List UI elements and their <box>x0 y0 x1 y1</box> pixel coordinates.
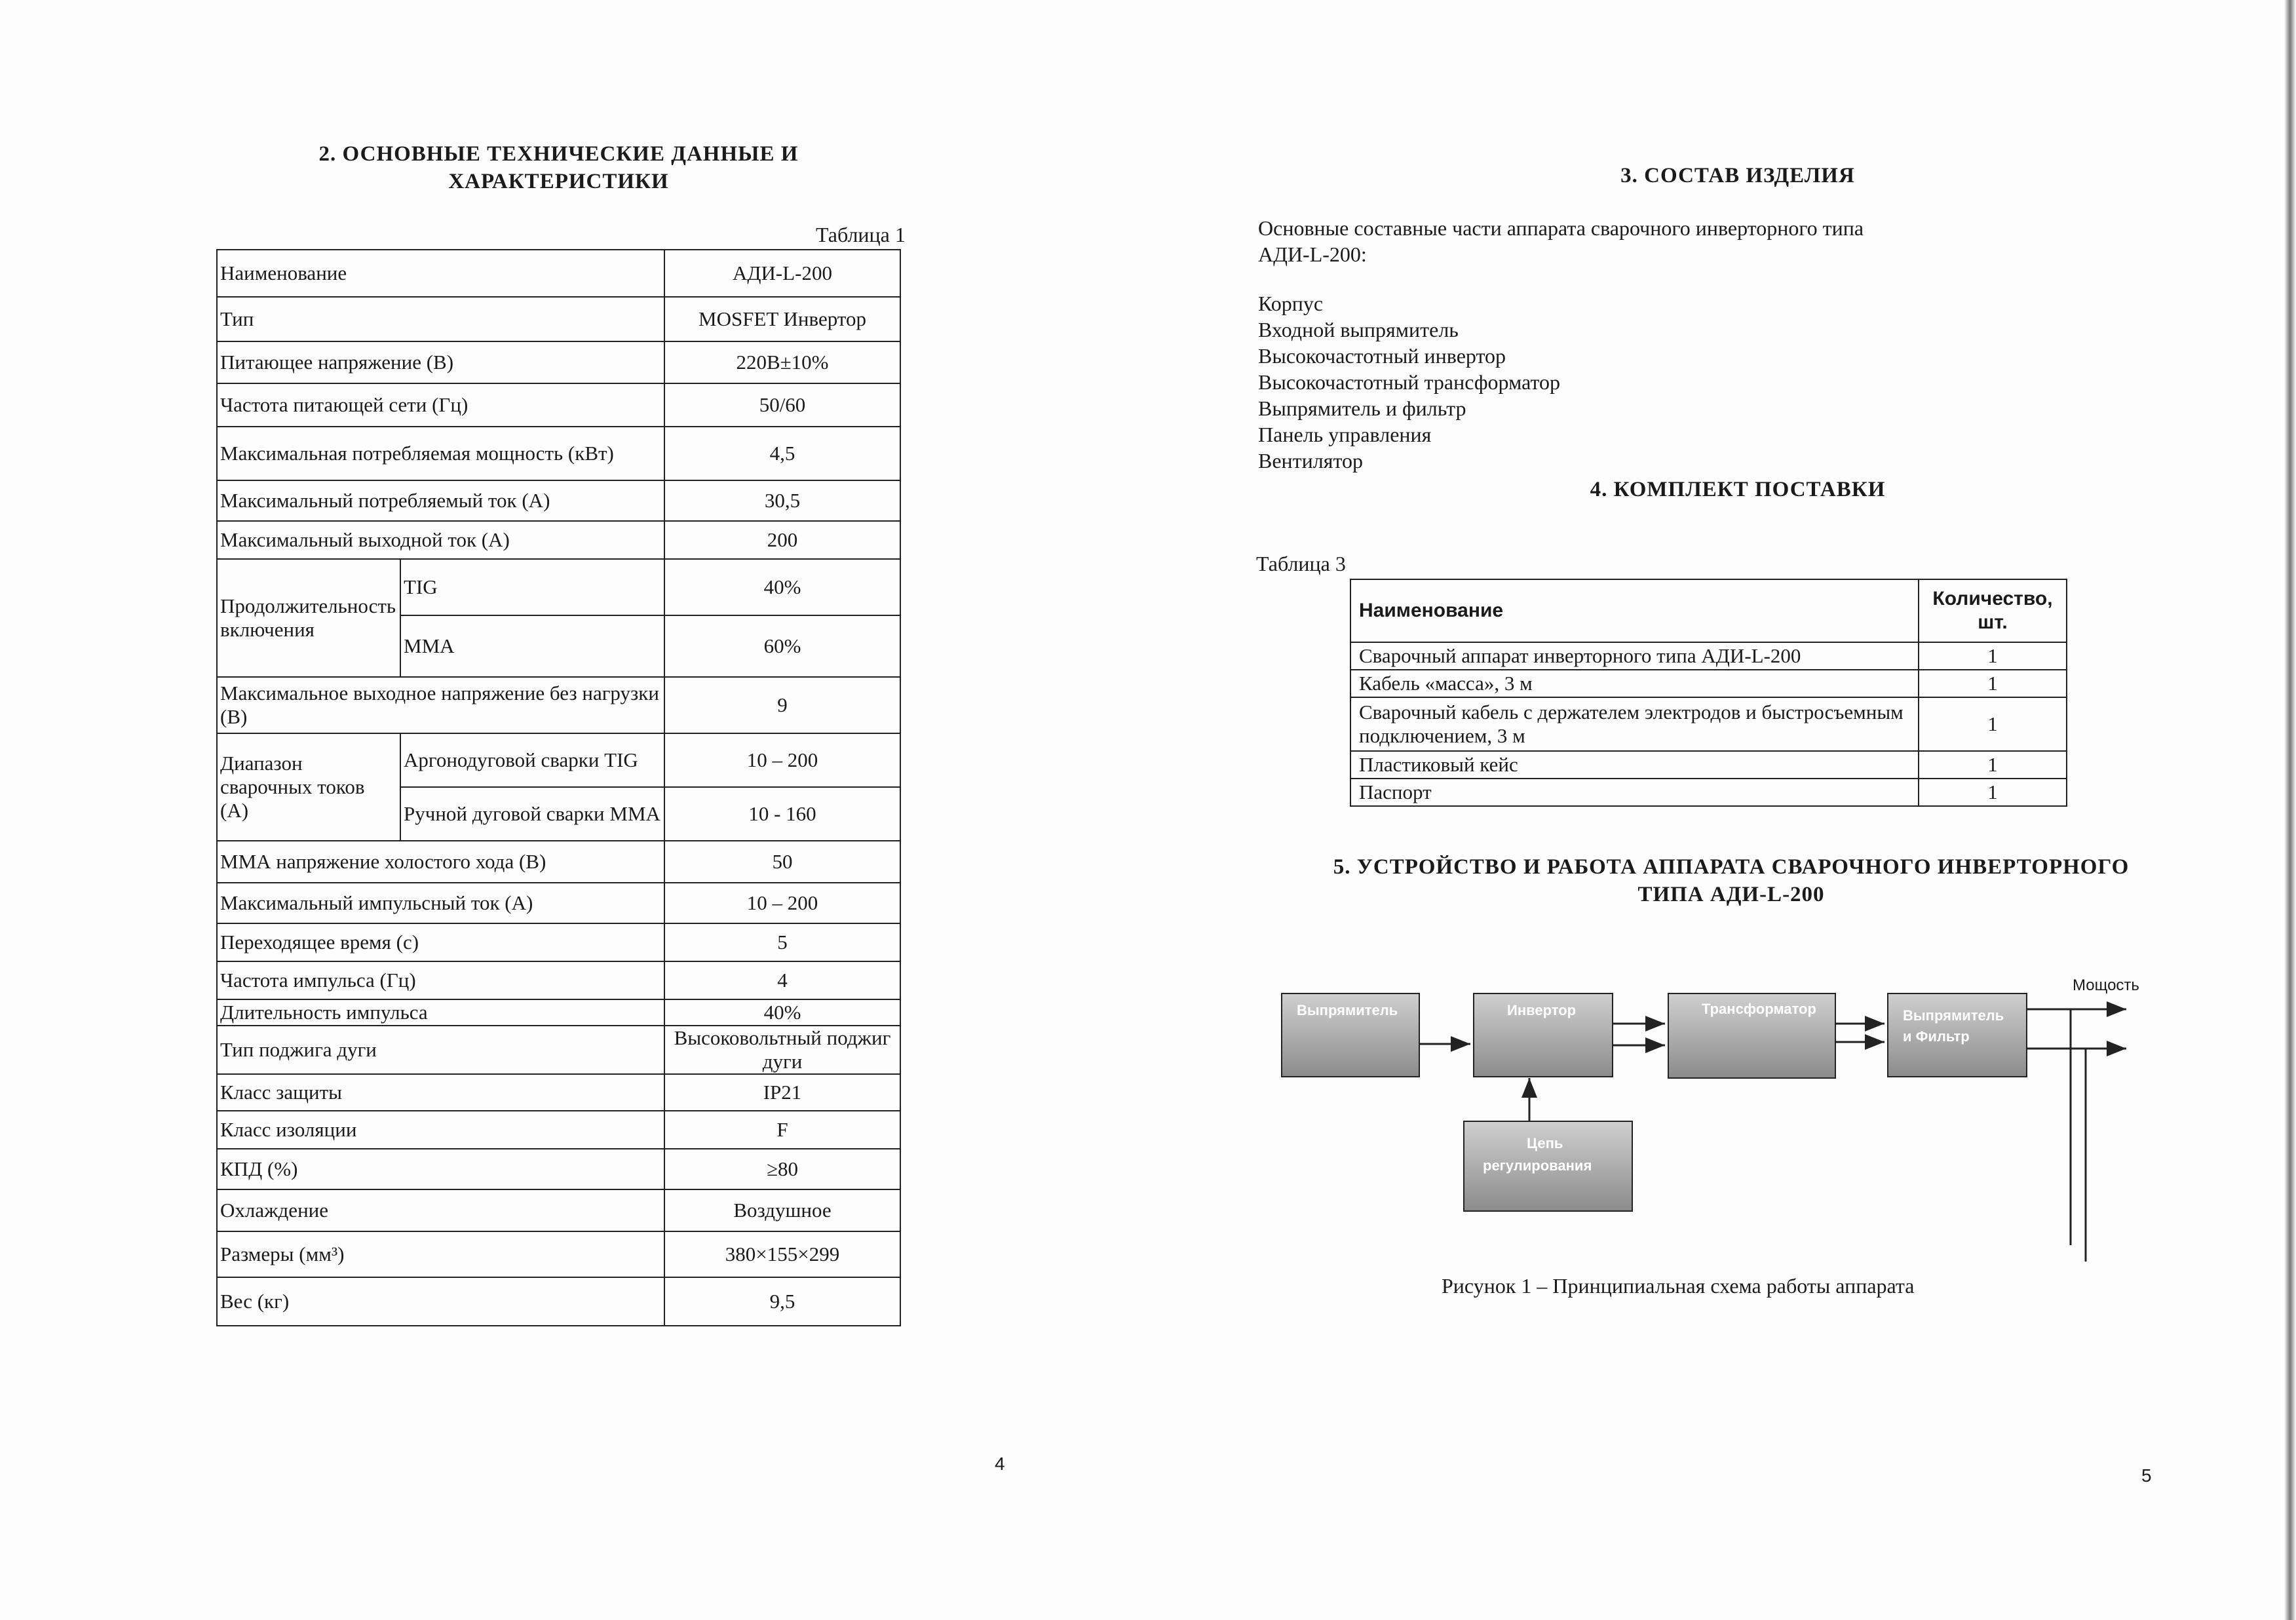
cell-value: 9 <box>664 677 900 733</box>
cell-value: 50 <box>664 841 900 883</box>
list-item: Вентилятор <box>1258 449 1364 473</box>
table-row <box>217 1231 900 1277</box>
section-title-specs <box>216 140 901 195</box>
kit-item-name: Пластиковый кейс <box>1350 751 1919 779</box>
list-item: Высокочастотный инвертор <box>1258 344 1506 368</box>
composition-intro-line2: АДИ-L-200: <box>1258 242 1367 266</box>
table-row <box>217 1277 900 1326</box>
cell-value: 220В±10% <box>664 341 900 383</box>
kit-item-qty: 1 <box>1919 697 2067 751</box>
composition-intro-line1: Основные составные части аппарата сварочного инверторного типа <box>1258 216 1864 240</box>
kit-item-name: Сварочный кабель с держателем электродов и быстросъемным подключением, 3 м <box>1350 697 1919 751</box>
cell-label: Длительность импульса <box>217 999 664 1026</box>
list-item: Панель управления <box>1258 423 1432 446</box>
list-item: Входной выпрямитель <box>1258 318 1459 341</box>
section-title-composition: 3. СОСТАВ ИЗДЕЛИЯ <box>1620 164 1855 187</box>
control-circuit-block <box>1463 1121 1633 1212</box>
cell-value: Воздушное <box>664 1189 900 1231</box>
table-row <box>217 961 900 999</box>
table-row <box>217 1149 900 1189</box>
cell-value: 40% <box>664 999 900 1026</box>
cell-value: IP21 <box>664 1074 900 1111</box>
cell-label: Максимальный импульсный ток (А) <box>217 883 664 923</box>
table-row <box>217 1189 900 1231</box>
inverter-label: Инвертор <box>1507 1002 1577 1018</box>
table-row <box>217 297 900 341</box>
cell-label: Максимальный выходной ток (А) <box>217 521 664 559</box>
table-row <box>1350 697 2067 751</box>
kit-item-name: Кабель «масса», 3 м <box>1350 670 1919 697</box>
control-label-line1: Цепь <box>1527 1135 1563 1151</box>
kit-item-qty: 1 <box>1919 751 2067 779</box>
rectifier-label: Выпрямитель <box>1297 1002 1398 1018</box>
table-row <box>1350 751 2067 779</box>
rectifier-filter-block <box>1887 993 2027 1077</box>
kit-item-name: Паспорт <box>1350 779 1919 806</box>
cell-sublabel: TIG <box>400 559 664 615</box>
section-title-line1: 2. ОСНОВНЫЕ ТЕХНИЧЕСКИЕ ДАННЫЕ И <box>318 142 799 166</box>
binding-edge <box>2284 0 2296 1620</box>
cell-sublabel: MMA <box>400 615 664 677</box>
table-row <box>217 559 900 615</box>
transformer-label: Трансформатор <box>1702 1001 1816 1017</box>
cell-value: 380×155×299 <box>664 1231 900 1277</box>
kit-item-qty: 1 <box>1919 779 2067 806</box>
section-title-device-line2: ТИПА АДИ-L-200 <box>1637 883 1825 906</box>
cell-label: Частота импульса (Гц) <box>217 961 664 999</box>
cell-value: 10 – 200 <box>664 883 900 923</box>
kit-header-qty: Количество, шт. <box>1919 579 2067 642</box>
table-row <box>217 1074 900 1111</box>
table-row <box>217 677 900 733</box>
cell-value: 4,5 <box>664 427 900 480</box>
kit-item-qty: 1 <box>1919 642 2067 670</box>
section-title-line2: ХАРАКТЕРИСТИКИ <box>448 170 669 193</box>
kit-table <box>1350 579 2067 807</box>
cell-value: 4 <box>664 961 900 999</box>
kit-item-name: Сварочный аппарат инверторного типа АДИ-L-200 <box>1350 642 1919 670</box>
cell-label: Класс защиты <box>217 1074 664 1111</box>
spec-table <box>216 249 901 1326</box>
table-row <box>1350 670 2067 697</box>
kit-table-caption: Таблица 3 <box>1256 552 1346 575</box>
table-row <box>217 733 900 787</box>
cell-label: Максимальное выходное напряжение без нагрузки (В) <box>217 677 664 733</box>
table-row <box>217 1111 900 1149</box>
cell-value: 50/60 <box>664 383 900 427</box>
cell-label: КПД (%) <box>217 1149 664 1189</box>
cell-label: Охлаждение <box>217 1189 664 1231</box>
figure-caption: Рисунок 1 – Принципиальная схема работы аппарата <box>1442 1274 1915 1298</box>
table-caption: Таблица 1 <box>816 223 906 246</box>
rectifier-filter-label-line1: Выпрямитель <box>1903 1007 2004 1024</box>
section-title-kit: 4. КОМПЛЕКТ ПОСТАВКИ <box>1590 478 1886 501</box>
page-number: 4 <box>995 1454 1005 1474</box>
cell-value: Высоковольтный поджиг дуги <box>664 1026 900 1074</box>
page-number: 5 <box>2141 1465 2152 1486</box>
table-row <box>217 999 900 1026</box>
composition-list <box>1258 290 1560 474</box>
cell-value: 40% <box>664 559 900 615</box>
list-item: Корпус <box>1258 292 1324 315</box>
cell-label: Вес (кг) <box>217 1277 664 1326</box>
kit-item-qty: 1 <box>1919 670 2067 697</box>
cell-label: Максимальная потребляемая мощность (кВт) <box>217 427 664 480</box>
table-row <box>217 250 900 297</box>
cell-label: ММА напряжение холостого хода (В) <box>217 841 664 883</box>
table-row <box>1350 779 2067 806</box>
cell-label: Частота питающей сети (Гц) <box>217 383 664 427</box>
cell-value: 30,5 <box>664 480 900 521</box>
cell-sublabel: Аргонодуговой сварки TIG <box>400 733 664 787</box>
cell-value: 200 <box>664 521 900 559</box>
section-title-device <box>1259 853 2203 908</box>
table-row <box>217 883 900 923</box>
rectifier-block <box>1281 993 1420 1077</box>
cell-value: 5 <box>664 923 900 961</box>
cell-value: F <box>664 1111 900 1149</box>
cell-value: ≥80 <box>664 1149 900 1189</box>
kit-header-name: Наименование <box>1350 579 1919 642</box>
cell-label: Тип <box>217 297 664 341</box>
transformer-block <box>1668 993 1836 1079</box>
control-label-line2: регулирования <box>1483 1157 1592 1174</box>
cell-label: Размеры (мм³) <box>217 1231 664 1277</box>
cell-label: Класс изоляции <box>217 1111 664 1149</box>
table-row <box>217 480 900 521</box>
section-title-device-line1: 5. УСТРОЙСТВО И РАБОТА АППАРАТА СВАРОЧНОГО ИНВЕРТОРНОГО <box>1333 855 2130 879</box>
rectifier-filter-label-line2: и Фильтр <box>1903 1028 1970 1045</box>
table-row <box>217 923 900 961</box>
table-row <box>217 341 900 383</box>
composition-intro <box>1258 215 1864 267</box>
cell-label: Тип поджига дуги <box>217 1026 664 1074</box>
list-item: Высокочастотный трансформатор <box>1258 370 1561 394</box>
inverter-block <box>1473 993 1613 1077</box>
cell-label: Максимальный потребляемый ток (А) <box>217 480 664 521</box>
cell-value: 60% <box>664 615 900 677</box>
cell-value: 10 – 200 <box>664 733 900 787</box>
cell-value: 10 - 160 <box>664 787 900 841</box>
list-item: Выпрямитель и фильтр <box>1258 396 1466 420</box>
table-row <box>217 383 900 427</box>
cell-label: Наименование <box>217 250 664 297</box>
cell-value: 9,5 <box>664 1277 900 1326</box>
table-row <box>1350 642 2067 670</box>
table-row <box>1350 579 2067 642</box>
table-row <box>217 521 900 559</box>
cell-label: Диапазон сварочных токов (А) <box>217 733 400 841</box>
cell-label: Питающее напряжение (В) <box>217 341 664 383</box>
cell-label: Переходящее время (с) <box>217 923 664 961</box>
table-row <box>217 841 900 883</box>
cell-label: Продолжительность включения <box>217 559 400 677</box>
right-page <box>1148 0 2296 1620</box>
table-row <box>217 427 900 480</box>
cell-sublabel: Ручной дуговой сварки ММА <box>400 787 664 841</box>
output-label: Мощость <box>2073 976 2139 994</box>
table-row <box>217 1026 900 1074</box>
cell-value: MOSFET Инвертор <box>664 297 900 341</box>
cell-value: АДИ-L-200 <box>664 250 900 297</box>
